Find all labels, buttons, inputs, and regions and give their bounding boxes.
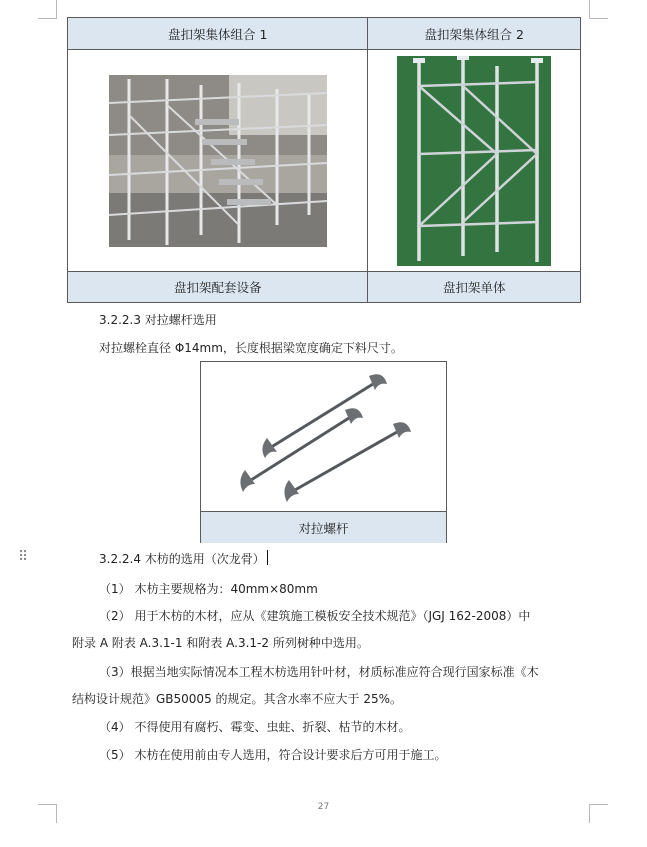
list-item: （4） 不得使用有腐朽、霉变、虫蛀、折裂、枯节的木材。 [99,720,411,734]
table-caption-cell: 盘扣架单体 [368,272,581,303]
text-cursor [267,550,268,565]
figure-caption: 对拉螺杆 [201,511,446,543]
section-heading: 3.2.2.3 对拉螺杆选用 [99,313,217,327]
drag-handle-icon[interactable]: ⠿ [18,549,28,565]
list-item-continuation: 附录 A 附表 A.3.1-1 和附表 A.3.1-2 所列树种中选用。 [72,636,369,650]
tie-rod-figure [200,361,447,543]
body-paragraph: 对拉螺栓直径 Φ14mm，长度根据梁宽度确定下料尺寸。 [99,341,403,355]
tie-rod-photo [201,362,446,511]
scaffold-photo-table [67,17,581,303]
table-header-cell: 盘扣架集体组合 1 [68,18,368,50]
section-heading [99,550,268,567]
photo-cell [368,50,581,272]
page-corner-mark [38,0,57,19]
page-corner-mark [589,0,608,19]
list-item: （3）根据当地实际情况本工程木枋选用针叶材，材质标准应符合现行国家标准《木 [99,665,539,679]
photo-cell [68,50,368,272]
scaffold-single-unit-photo [397,56,551,266]
table-header-cell: 盘扣架集体组合 2 [368,18,581,50]
table-caption-cell: 盘扣架配套设备 [68,272,368,303]
list-item-continuation: 结构设计规范》GB50005 的规定。其含水率不应大于 25%。 [72,692,403,706]
section-heading-text: 3.2.2.4 木枋的选用（次龙骨） [99,552,265,566]
scaffold-combination-photo [109,75,327,247]
list-item: （5） 木枋在使用前由专人选用，符合设计要求后方可用于施工。 [99,748,447,762]
list-item: （1） 木枋主要规格为：40mm×80mm [99,582,318,596]
page-number: 27 [317,802,330,812]
list-item: （2） 用于木枋的木材，应从《建筑施工模板安全技术规范》（JGJ 162-2008）中 [99,609,531,623]
